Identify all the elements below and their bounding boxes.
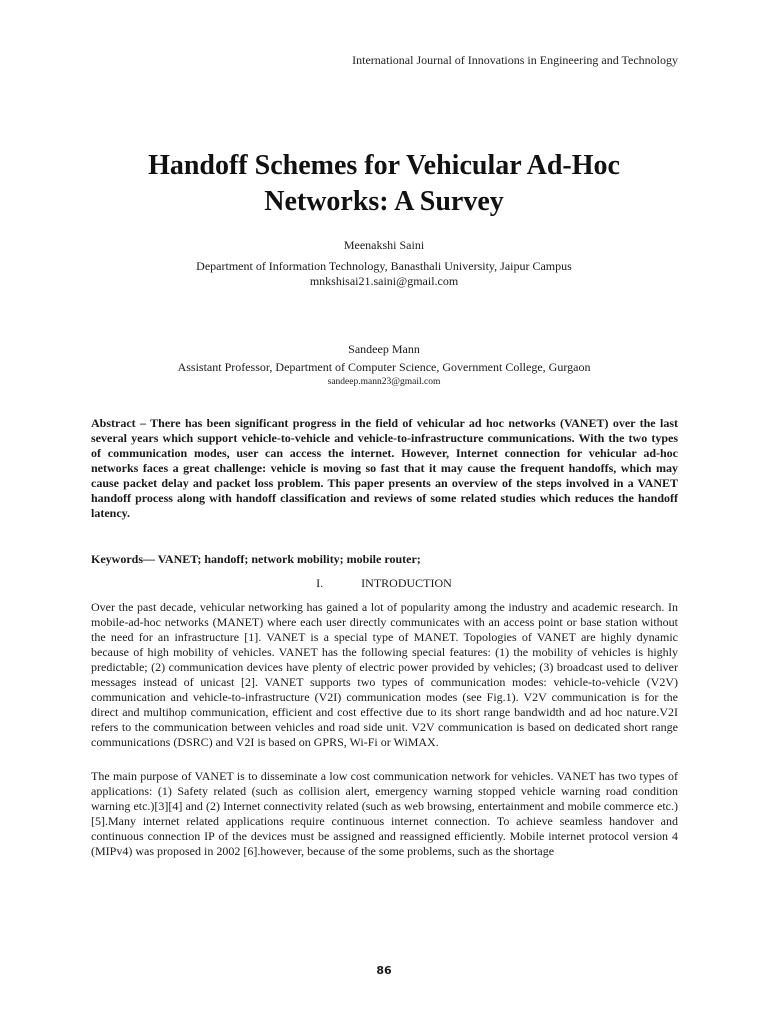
author-block-2 <box>0 342 768 390</box>
author-name: Sandeep Mann <box>348 342 420 356</box>
abstract: Abstract – There has been significant progress in the field of vehicular ad hoc networks (VANET) over the last several years which support vehicle-to-vehicle and vehicle-to-infrastructure communications. With the two types of communication modes, user can access the internet. However, Internet connection for vehicular ad-hoc networks faces a great challenge: vehicle is moving so fast that it may cause the frequent handoffs, which may cause packet delay and packet loss problem. This paper presents an overview of the steps involved in a VANET handoff process along with handoff classification and reviews of some related studies which reduces the handoff latency. <box>91 416 678 520</box>
page-number: 86 <box>376 964 392 977</box>
paper-title-line-2: Networks: A Survey <box>264 186 504 217</box>
journal-header: International Journal of Innovations in Engineering and Technology <box>352 53 678 67</box>
author-name: Meenakshi Saini <box>343 238 425 252</box>
author-email: sandeep.mann23@gmail.com <box>327 377 441 387</box>
author-affiliation: Assistant Professor, Department of Computer Science, Government College, Gurgaon <box>177 360 591 374</box>
body-paragraph-1: Over the past decade, vehicular networking has gained a lot of popularity among the industry and academic research. In mobile-ad-hoc networks (MANET) where each user directly communicates with an access point or base station without the need for an infrastructure [1]. VANET is a special type of MANET. Topologies of VANET are highly dynamic because of high mobility of vehicles. VANET has the following special features: (1) the mobility of vehicles is highly predictable; (2) communication devices have plenty of electric power provided by vehicles; (3) broadcast used to deliver messages instead of unicast [2]. VANET supports two types of communication modes: vehicle-to-vehicle (V2V) communication and vehicle-to-infrastructure (V2I) communication modes (see Fig.1). V2V communication is for the direct and multihop communication, efficient and cost effective due to its short range bandwidth and ad hoc nature.V2I refers to the communication between vehicles and road side unit. V2V communication is based on dedicated short range communications (DSRC) and V2I is based on GPRS, Wi-Fi or WiMAX. <box>91 600 678 749</box>
paper-title <box>0 148 768 220</box>
body-paragraph-2: The main purpose of VANET is to disseminate a low cost communication network for vehicles. VANET has two types of applications: (1) Safety related (such as collision alert, emergency warning stopped vehicle warning road condition warning etc.)[3][4] and (2) Internet connectivity related (such as web browsing, entertainment and mobile commerce etc.)[5].Many internet related applications require continuous internet connection. To achieve seamless handover and continuous connection IP of the devices must be assigned and reassigned efficiently. Mobile internet protocol version 4 (MIPv4) was proposed in 2002 [6].however, because of the some problems, such as the shortage <box>91 769 678 858</box>
section-title: INTRODUCTION <box>361 576 452 590</box>
author-email: mnkshisai21.saini@gmail.com <box>309 274 459 288</box>
author-block-1 <box>0 238 768 289</box>
section-number: I. <box>316 576 324 590</box>
keywords: Keywords— VANET; handoff; network mobility; mobile router; <box>91 552 421 566</box>
paper-title-line-1: Handoff Schemes for Vehicular Ad-Hoc <box>148 150 620 181</box>
author-affiliation: Department of Information Technology, Banasthali University, Jaipur Campus <box>196 259 572 273</box>
section-heading <box>0 576 768 591</box>
